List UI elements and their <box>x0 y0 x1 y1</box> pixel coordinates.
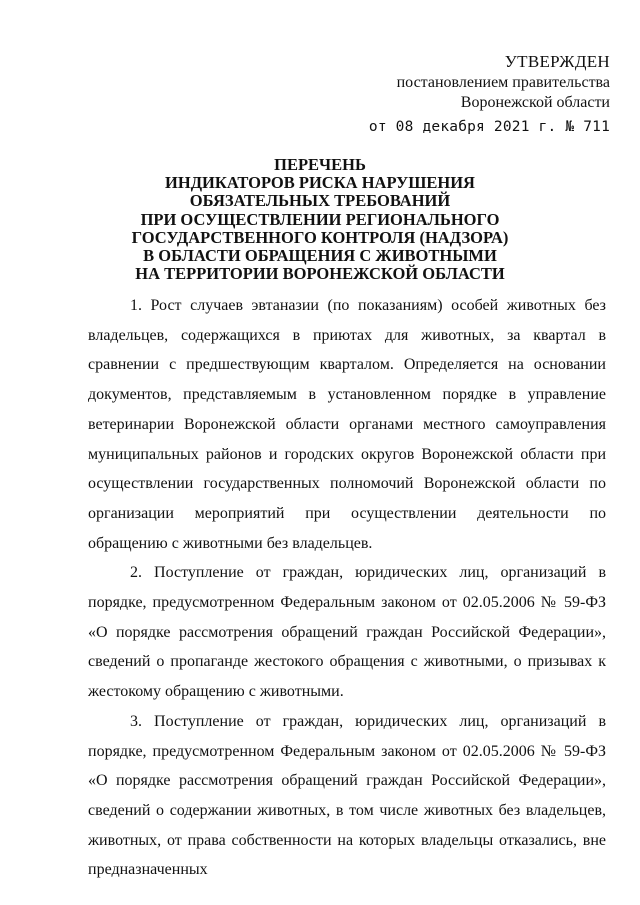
approval-block <box>369 52 610 137</box>
title-line: ИНДИКАТОРОВ РИСКА НАРУШЕНИЯ <box>165 173 475 193</box>
title-line: НА ТЕРРИТОРИИ ВОРОНЕЖСКОЙ ОБЛАСТИ <box>135 264 505 284</box>
approval-region-line: Воронежской области <box>460 94 610 111</box>
title-line: В ОБЛАСТИ ОБРАЩЕНИЯ С ЖИВОТНЫМИ <box>143 246 497 266</box>
approval-date-number: от 08 декабря 2021 г. № 711 <box>368 119 610 135</box>
title-line: ГОСУДАРСТВЕННОГО КОНТРОЛЯ (НАДЗОРА) <box>131 227 509 247</box>
paragraph-2: 2. Поступление от граждан, юридических лиц, организаций в порядке, предусмотренном Федеральным законом от 02.05.2006 № 59-ФЗ «О порядке рассмотрения обращений граждан Российской Федерации», сведений о пропаганде жестокого обращения с животными, о призывах к жестокому обращению с животными. <box>88 564 606 701</box>
paragraph-1: 1. Рост случаев эвтаназии (по показаниям) особей животных без владельцев, содержащихся в приютах для животных, за квартал в сравнении с предшествующим кварталом. Определяется на основании документов, представляемым в установленном порядке в управление ветеринарии Воронежской области органами местного самоуправления муниципальных районов и городских округов Воронежской области при осуществлении государственных полномочий Воронежской области по организации мероприятий при осуществлении деятельности по обращению с животными без владельцев. <box>88 297 606 552</box>
document-body <box>88 291 606 885</box>
approval-authority-line: постановлением правительства <box>396 74 610 91</box>
title-line: ПЕРЕЧЕНЬ <box>274 155 366 174</box>
title-line: ОБЯЗАТЕЛЬНЫХ ТРЕБОВАНИЙ <box>189 191 451 211</box>
paragraph-3: 3. Поступление от граждан, юридических лиц, организаций в порядке, предусмотренном Федеральным законом от 02.05.2006 № 59-ФЗ «О порядке рассмотрения обращений граждан Российской Федерации», сведений о содержании животных, в том числе животных без владельцев, животных, от права собственности на которых владельцы отказались, вне предназначенных <box>88 712 606 879</box>
document-title <box>0 156 640 283</box>
title-line: ПРИ ОСУЩЕСТВЛЕНИИ РЕГИОНАЛЬНОГО <box>140 209 500 229</box>
approval-heading: УТВЕРЖДЕН <box>504 52 610 71</box>
